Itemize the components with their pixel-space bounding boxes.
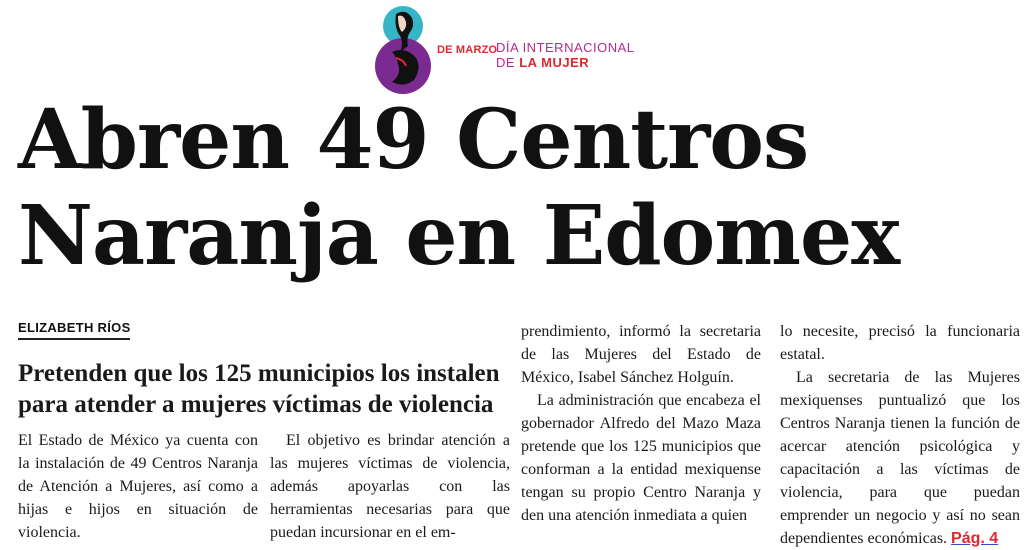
body-paragraph-text: La secretaria de las Mujeres mexiquenses puntualizó que los Centros Naranja tienen la función de acercar atención psicológica y capacitación a las víctimas de violencia, para que puedan emprender un negocio y así no sean dependientes económicas. — [780, 369, 1020, 547]
subhead-line1: Pretenden que los 125 municipios los instalen — [18, 360, 500, 387]
event-title-line1: DÍA INTERNACIONAL — [496, 40, 635, 55]
body-column-2 — [270, 429, 510, 544]
subheadline — [18, 358, 508, 420]
subhead-line2: para atender a mujeres víctimas de violencia — [18, 391, 494, 418]
byline-underline — [18, 338, 130, 340]
headline-line2: Naranja en Edomex — [18, 188, 900, 284]
body-column-4 — [780, 320, 1020, 550]
event-title-line2-prefix: DE — [496, 55, 516, 70]
headline — [18, 92, 1018, 284]
body-column-1 — [18, 429, 258, 544]
event-title-line2-bold: LA MUJER — [519, 55, 590, 70]
byline: ELIZABETH RÍOS — [18, 320, 131, 335]
body-paragraph: El objetivo es brindar atención a las mujeres víctimas de violencia, además apoyarlas con las herramientas necesarias para que puedan incursionar en el em- — [270, 432, 510, 541]
event-title-line2 — [496, 55, 589, 70]
body-paragraph: La administración que encabeza el gobernador Alfredo del Mazo Maza pretende que los 125 municipios que conforman a la entidad mexiquense tengan su propio Centro Naranja y den una atención inmediata a quien — [521, 392, 761, 524]
body-paragraph: prendimiento, informó la secretaria de las Mujeres del Estado de México, Isabel Sánchez Holguín. — [521, 323, 761, 386]
headline-line1: Abren 49 Centros — [18, 92, 809, 188]
number-eight-woman-icon — [372, 4, 434, 96]
event-date: DE MARZO — [437, 44, 498, 56]
body-column-3 — [521, 320, 761, 527]
body-paragraph: lo necesite, precisó la funcionaria estatal. — [780, 323, 1020, 363]
page-reference-link[interactable]: Pág. 4 — [951, 530, 999, 547]
body-paragraph: El Estado de México ya cuenta con la instalación de 49 Centros Naranja de Atención a Mujeres, así como a hijas e hijos en situación de violencia. — [18, 432, 258, 541]
body-paragraph — [780, 366, 1020, 550]
womens-day-logo — [372, 4, 434, 96]
